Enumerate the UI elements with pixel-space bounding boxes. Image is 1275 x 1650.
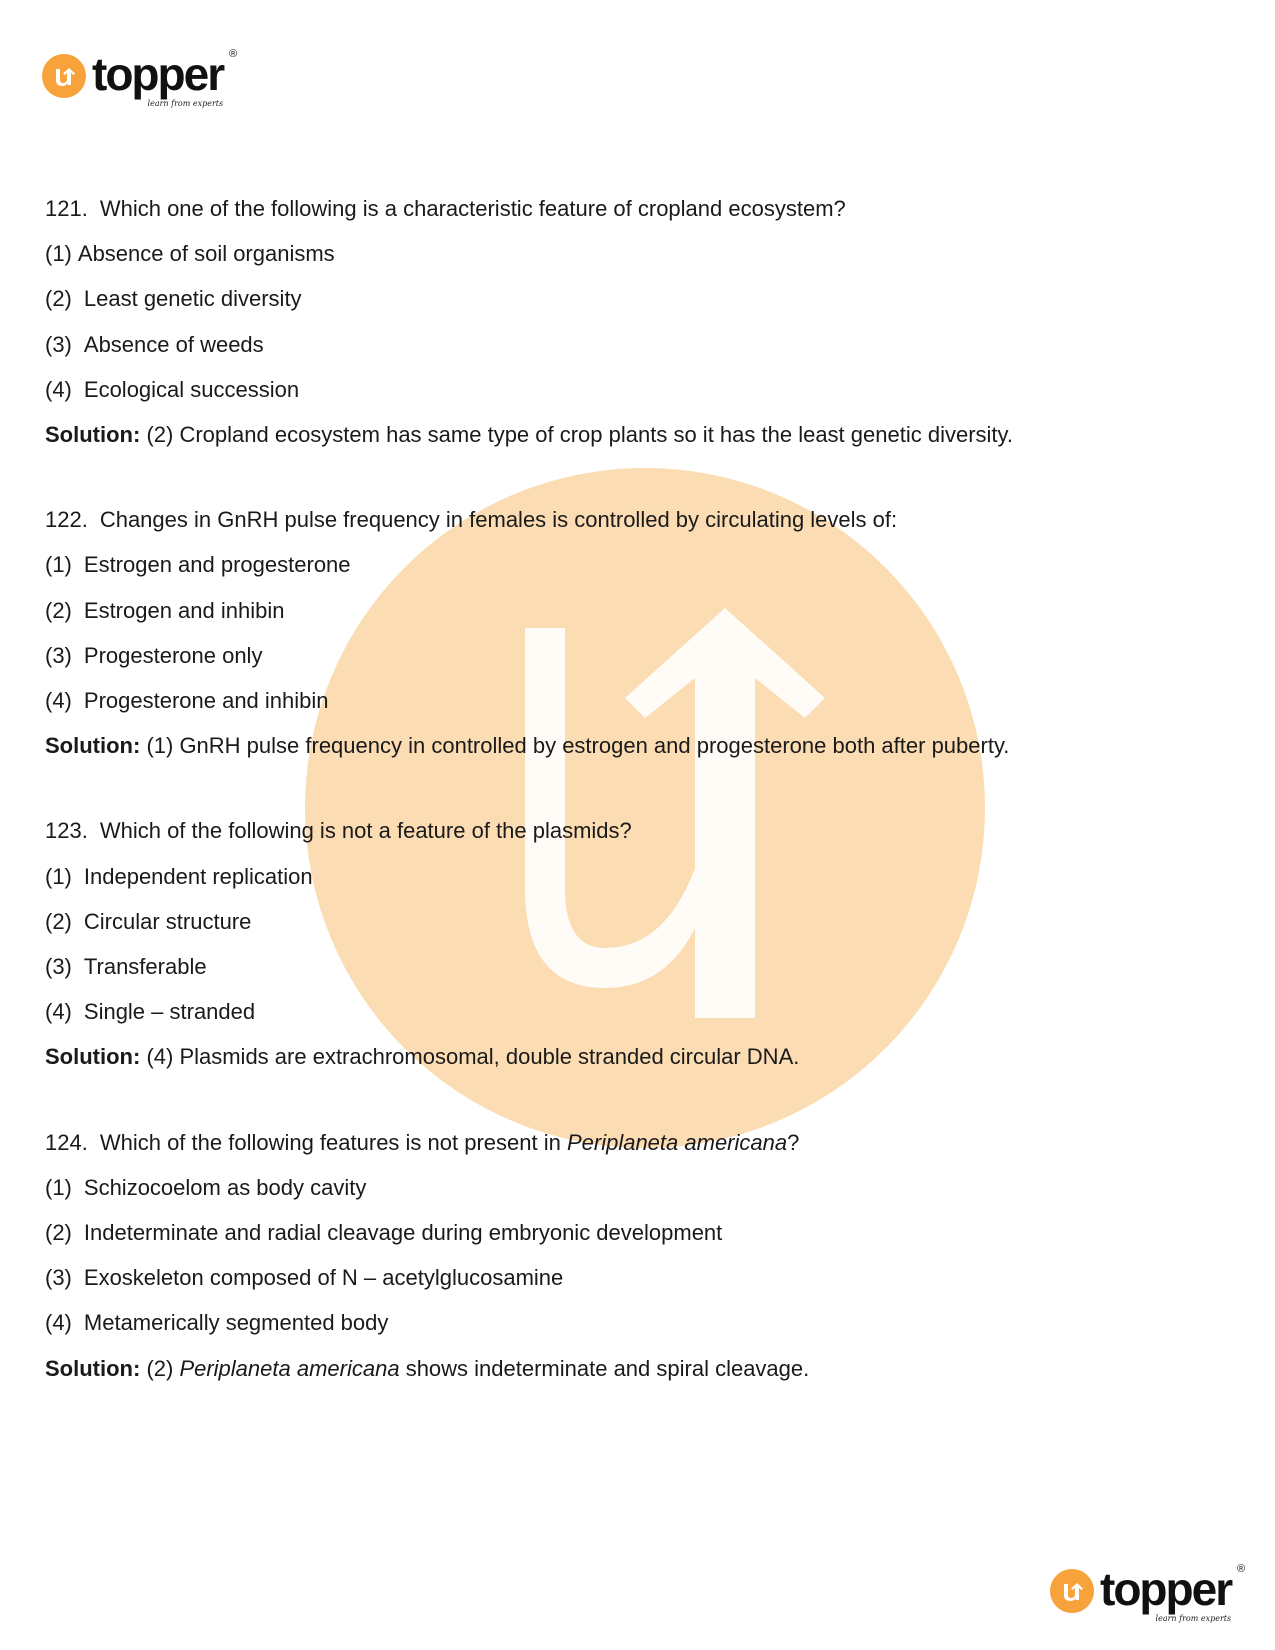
solution-label: Solution: (45, 1044, 141, 1070)
option-text: Single – stranded (83, 999, 256, 1025)
option-number: (1) (45, 552, 72, 578)
question-stem (45, 186, 1215, 231)
solution-text: (2) Cropland ecosystem has same type of crop plants so it has the least genetic diversity. (146, 422, 1013, 448)
topper-badge-icon (42, 54, 86, 98)
solution-prefix: (2) (146, 1355, 180, 1381)
option-text: Metamerically segmented body (83, 1310, 389, 1336)
question-list (45, 186, 1215, 1431)
option-text: Progesterone only (83, 642, 263, 668)
option-number: (3) (45, 331, 72, 357)
option (45, 1255, 1215, 1300)
option-text: Ecological succession (83, 376, 300, 402)
option (45, 944, 1215, 989)
solution (45, 1034, 1215, 1079)
option-number: (1) (45, 863, 72, 889)
question-number: 122. (45, 507, 88, 533)
option-text: Exoskeleton composed of N – acetylglucosamine (83, 1265, 564, 1291)
option-text: Independent replication (83, 863, 313, 889)
option-text: Absence of weeds (83, 331, 264, 357)
question-stem (45, 808, 1215, 853)
option-text: Indeterminate and radial cleavage during embryonic development (83, 1220, 723, 1246)
solution (45, 1346, 1215, 1391)
topper-logo (42, 48, 238, 108)
option-number: (4) (45, 999, 72, 1025)
registered-mark: ® (229, 48, 238, 60)
question-text: Which one of the following is a characteristic feature of cropland ecosystem? (99, 196, 846, 221)
option (45, 588, 1215, 633)
option (45, 542, 1215, 587)
option-number: (3) (45, 1265, 72, 1291)
option-number: (4) (45, 688, 72, 714)
option-text: Transferable (83, 954, 207, 980)
logo-tagline: learn from experts (147, 99, 224, 108)
solution-text: (4) Plasmids are extrachromosomal, double stranded circular DNA. (146, 1044, 800, 1070)
option-number: (2) (45, 1220, 72, 1246)
question-123 (45, 808, 1215, 1079)
question-121 (45, 186, 1215, 457)
question-124 (45, 1120, 1215, 1391)
topper-logo-footer (1050, 1563, 1246, 1623)
option (45, 989, 1215, 1034)
logo-wordmark: topper (1100, 1563, 1232, 1615)
option-number: (2) (45, 597, 72, 623)
question-number: 121. (45, 196, 88, 221)
option-text: Estrogen and inhibin (83, 597, 285, 623)
option (45, 231, 1215, 276)
solution-label: Solution: (45, 422, 141, 448)
option-text: Estrogen and progesterone (83, 552, 351, 578)
species-name: Periplaneta americana (566, 1129, 788, 1155)
option-number: (2) (45, 286, 72, 312)
option-number: (4) (45, 376, 72, 402)
logo-tagline: learn from experts (1155, 1614, 1232, 1623)
option-text: Absence of soil organisms (77, 241, 335, 267)
option-number: (3) (45, 642, 72, 668)
option (45, 322, 1215, 367)
question-text: Which of the following is not a feature of the plasmids? (99, 818, 632, 844)
option (45, 1165, 1215, 1210)
question-text-end: ? (787, 1129, 800, 1155)
option-number: (2) (45, 908, 72, 934)
option-text: Progesterone and inhibin (83, 688, 329, 714)
question-number: 124. (45, 1129, 88, 1155)
solution (45, 412, 1215, 457)
option (45, 854, 1215, 899)
option-number: (1) (45, 1174, 72, 1200)
option (45, 633, 1215, 678)
solution-suffix: shows indeterminate and spiral cleavage. (399, 1355, 810, 1381)
topper-badge-icon (1050, 1569, 1094, 1613)
question-122 (45, 497, 1215, 768)
question-text: Changes in GnRH pulse frequency in females is controlled by circulating levels of: (99, 507, 898, 533)
option (45, 1300, 1215, 1345)
option-text: Least genetic diversity (83, 286, 302, 312)
option-number: (3) (45, 954, 72, 980)
option (45, 1210, 1215, 1255)
option (45, 678, 1215, 723)
question-stem (45, 1120, 1215, 1165)
question-stem (45, 497, 1215, 542)
option (45, 367, 1215, 412)
option (45, 899, 1215, 944)
solution-label: Solution: (45, 733, 141, 759)
option-number: (1) (45, 241, 72, 267)
question-number: 123. (45, 818, 88, 844)
solution (45, 723, 1215, 768)
option-number: (4) (45, 1310, 72, 1336)
registered-mark: ® (1237, 1563, 1246, 1575)
question-text: Which of the following features is not present in (99, 1129, 567, 1155)
solution-label: Solution: (45, 1355, 141, 1381)
logo-wordmark: topper (92, 48, 224, 100)
option (45, 276, 1215, 321)
solution-text: (1) GnRH pulse frequency in controlled by estrogen and progesterone both after puberty. (146, 733, 1010, 759)
species-name: Periplaneta americana (179, 1355, 400, 1381)
option-text: Circular structure (83, 908, 252, 934)
option-text: Schizocoelom as body cavity (83, 1174, 367, 1200)
